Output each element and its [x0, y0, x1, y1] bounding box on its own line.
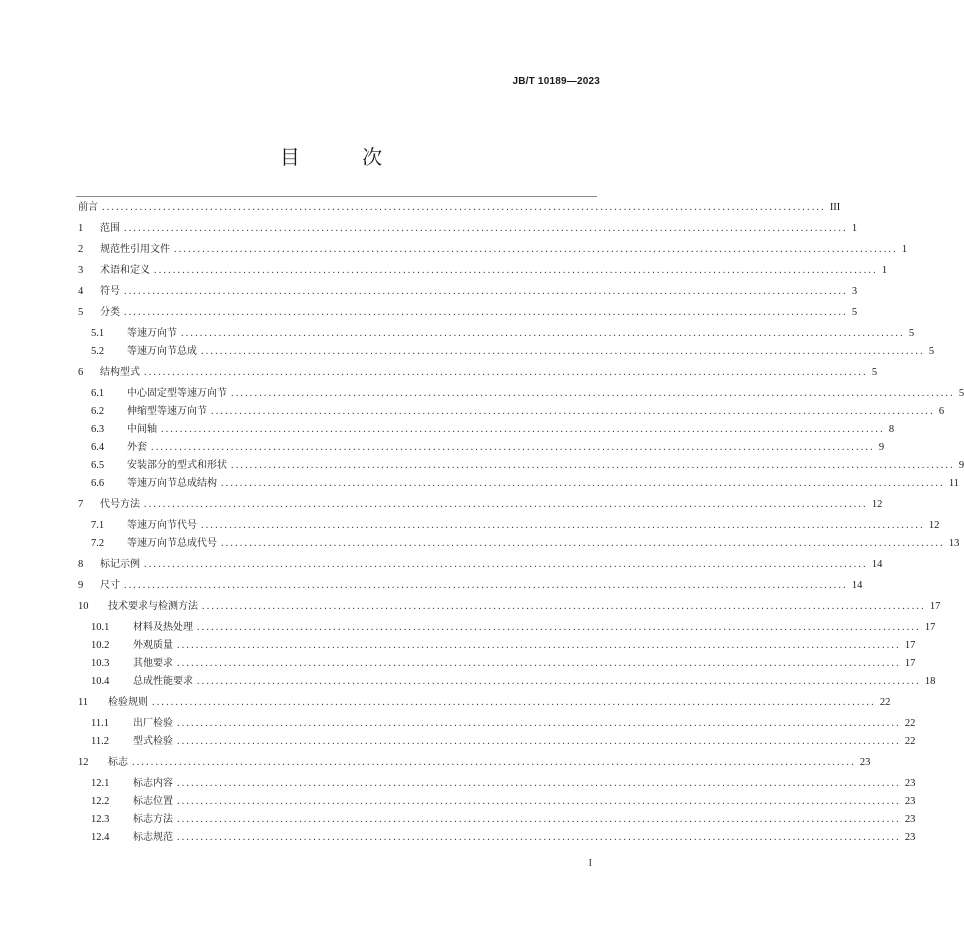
toc-leader-dots: .......................................................................................................................................................... [201, 346, 925, 357]
toc-entry-title: 伸缩型等速万向节 [127, 406, 207, 417]
toc-subentry[interactable] [78, 535, 960, 553]
toc-subentry[interactable] [78, 775, 916, 793]
toc-subentry[interactable] [78, 421, 895, 439]
toc-entry-number: 10.2 [91, 640, 110, 651]
toc-entry-number: 5.1 [91, 328, 105, 339]
toc-entry-page: 17 [904, 640, 916, 651]
toc-entry-page: 18 [924, 676, 936, 687]
toc-entry-page: 11 [948, 478, 959, 489]
toc-entry-page: 13 [948, 538, 960, 549]
toc-leader-dots: .......................................................................................................................................................... [177, 736, 901, 747]
toc-leader-dots: .......................................................................................................................................................... [124, 307, 848, 318]
toc-entry-page: 1 [881, 265, 888, 276]
toc-entry-title: 代号方法 [100, 499, 140, 510]
toc-leader-dots: .......................................................................................................................................................... [144, 499, 868, 510]
toc-entry-page: 17 [924, 622, 936, 633]
page-number: I [588, 858, 592, 869]
toc-entry-page: III [829, 202, 841, 213]
toc-entry-number: 6.3 [91, 424, 105, 435]
toc-subentry[interactable] [78, 475, 959, 493]
toc-leader-dots: .......................................................................................................................................................... [177, 640, 901, 651]
toc-entry-number: 8 [78, 559, 84, 570]
toc-entry[interactable] [78, 283, 858, 301]
toc-leader-dots: .......................................................................................................................................................... [177, 658, 901, 669]
toc-entry-number: 6.4 [91, 442, 105, 453]
toc-entry-page: 23 [904, 832, 916, 843]
toc-entry-number: 6.1 [91, 388, 105, 399]
toc-leader-dots: .......................................................................................................................................................... [231, 388, 955, 399]
toc-entry-title: 标记示例 [100, 559, 140, 570]
toc-entry-page: 23 [904, 814, 916, 825]
toc-entry-number: 6.5 [91, 460, 105, 471]
toc-entry-title: 材料及热处理 [133, 622, 193, 633]
toc-entry-number: 11.1 [91, 718, 109, 729]
toc-entry-page: 23 [904, 796, 916, 807]
toc-leader-dots: .......................................................................................................................................................... [181, 328, 905, 339]
toc-entry[interactable] [78, 304, 858, 322]
toc-subentry[interactable] [78, 385, 964, 403]
toc-entry-title: 分类 [100, 307, 120, 318]
standard-code: JB/T 10189—2023 [512, 76, 600, 87]
toc-entry-title: 检验规则 [108, 697, 148, 708]
toc-entry-number: 11.2 [91, 736, 109, 747]
toc-entry-page: 8 [888, 424, 895, 435]
toc-entry[interactable] [78, 598, 941, 616]
toc-entry-number: 7.2 [91, 538, 105, 549]
toc-entry-page: 17 [929, 601, 941, 612]
toc-subentry[interactable] [78, 619, 936, 637]
toc-entry-number: 5 [78, 307, 84, 318]
toc-leader-dots: .......................................................................................................................................................... [177, 778, 901, 789]
toc-entry-title: 结构型式 [100, 367, 140, 378]
toc-leader-dots: .......................................................................................................................................................... [211, 406, 935, 417]
toc-entry-number: 5.2 [91, 346, 105, 357]
toc-entry-page: 12 [871, 499, 883, 510]
toc-entry-title: 符号 [100, 286, 120, 297]
toc-subentry[interactable] [78, 733, 916, 751]
toc-leader-dots: .......................................................................................................................................................... [197, 676, 921, 687]
toc-leader-dots: .......................................................................................................................................................... [202, 601, 926, 612]
toc-entry-title: 标志规范 [133, 832, 173, 843]
toc-entry[interactable] [78, 496, 883, 514]
toc-leader-dots: .......................................................................................................................................................... [124, 286, 848, 297]
toc-entry-page: 3 [851, 286, 858, 297]
toc-entry-page: 1 [851, 223, 858, 234]
toc-entry-title: 规范性引用文件 [100, 244, 170, 255]
toc-entry[interactable] [78, 694, 891, 712]
toc-subentry[interactable] [78, 457, 964, 475]
toc-subentry[interactable] [78, 637, 916, 655]
toc-entry[interactable] [78, 577, 863, 595]
toc-entry-page: 5 [851, 307, 858, 318]
toc-leader-dots: .......................................................................................................................................................... [151, 442, 875, 453]
toc-leader-dots: .......................................................................................................................................................... [231, 460, 955, 471]
toc-top-rule [76, 196, 597, 197]
toc-leader-dots: .......................................................................................................................................................... [177, 814, 901, 825]
toc-entry-page: 14 [851, 580, 863, 591]
toc-entry-title: 标志方法 [133, 814, 173, 825]
toc-entry-title: 型式检验 [133, 736, 173, 747]
toc-entry-page: 9 [878, 442, 885, 453]
toc-subentry[interactable] [78, 517, 940, 535]
toc-leader-dots: .......................................................................................................................................................... [154, 265, 878, 276]
toc-entry-title: 安装部分的型式和形状 [127, 460, 227, 471]
toc-entry-title: 前言 [78, 202, 98, 213]
toc-leader-dots: .......................................................................................................................................................... [161, 424, 885, 435]
toc-entry-page: 1 [901, 244, 908, 255]
toc-leader-dots: .......................................................................................................................................................... [201, 520, 925, 531]
toc-entry[interactable] [78, 364, 878, 382]
toc-entry-title: 标志位置 [133, 796, 173, 807]
toc-leader-dots: .......................................................................................................................................................... [221, 538, 945, 549]
toc-entry-number: 10.3 [91, 658, 110, 669]
toc-entry[interactable] [78, 556, 883, 574]
toc-entry-number: 1 [78, 223, 84, 234]
toc-entry-number: 12.2 [91, 796, 110, 807]
toc-entry-title: 等速万向节总成 [127, 346, 197, 357]
toc-entry[interactable] [78, 262, 888, 280]
toc-entry-title: 技术要求与检测方法 [108, 601, 198, 612]
toc-leader-dots: .......................................................................................................................................................... [124, 580, 848, 591]
toc-entry-number: 6.6 [91, 478, 105, 489]
toc-entry-title: 等速万向节总成代号 [127, 538, 217, 549]
toc-leader-dots: .......................................................................................................................................................... [174, 244, 898, 255]
toc-subentry[interactable] [78, 439, 885, 457]
toc-entry-number: 6 [78, 367, 84, 378]
toc-leader-dots: .......................................................................................................................................................... [144, 367, 868, 378]
toc-leader-dots: .......................................................................................................................................................... [177, 718, 901, 729]
toc-entry-title: 范围 [100, 223, 120, 234]
toc-entry-number: 7.1 [91, 520, 105, 531]
toc-entry-number: 10 [78, 601, 89, 612]
toc-leader-dots: .......................................................................................................................................................... [152, 697, 876, 708]
toc-subentry[interactable] [78, 715, 916, 733]
toc-subentry[interactable] [78, 403, 945, 421]
toc-entry[interactable] [78, 241, 908, 259]
toc-entry-page: 17 [904, 658, 916, 669]
toc-entry-number: 6.2 [91, 406, 105, 417]
toc-entry-title: 标志内容 [133, 778, 173, 789]
toc-entry-page: 23 [859, 757, 871, 768]
toc-entry-page: 12 [928, 520, 940, 531]
toc-entry-title: 中心固定型等速万向节 [127, 388, 227, 399]
toc-leader-dots: .......................................................................................................................................................... [102, 202, 826, 213]
toc-entry-number: 12.4 [91, 832, 110, 843]
toc-entry-title: 等速万向节总成结构 [127, 478, 217, 489]
toc-entry-page: 22 [904, 736, 916, 747]
toc-entry-title: 中间轴 [127, 424, 157, 435]
toc-entry-title: 出厂检验 [133, 718, 173, 729]
toc-entry-page: 5 [928, 346, 935, 357]
toc-entry-number: 7 [78, 499, 84, 510]
toc-entry-page: 9 [958, 460, 964, 471]
toc-entry[interactable] [78, 199, 841, 217]
toc-subentry[interactable] [78, 811, 916, 829]
toc-subentry[interactable] [78, 673, 936, 691]
page-title: 目 次 [279, 145, 411, 169]
toc-entry-page: 22 [879, 697, 891, 708]
toc-entry-title: 标志 [108, 757, 128, 768]
toc-subentry[interactable] [78, 655, 916, 673]
toc-leader-dots: .......................................................................................................................................................... [197, 622, 921, 633]
toc-entry-number: 9 [78, 580, 84, 591]
toc-leader-dots: .......................................................................................................................................................... [177, 832, 901, 843]
toc-subentry[interactable] [78, 793, 916, 811]
toc-entry-number: 11 [78, 697, 89, 708]
toc-entry-page: 14 [871, 559, 883, 570]
toc-entry-number: 4 [78, 286, 84, 297]
toc-subentry[interactable] [78, 829, 916, 847]
toc-subentry[interactable] [78, 343, 935, 361]
toc-entry-page: 22 [904, 718, 916, 729]
toc-leader-dots: .......................................................................................................................................................... [144, 559, 868, 570]
toc-entry[interactable] [78, 220, 858, 238]
toc-entry-number: 3 [78, 265, 84, 276]
toc-leader-dots: .......................................................................................................................................................... [132, 757, 856, 768]
toc-entry-number: 12.3 [91, 814, 110, 825]
toc-entry-title: 等速万向节 [127, 328, 177, 339]
toc-entry-title: 等速万向节代号 [127, 520, 197, 531]
toc-entry-number: 12.1 [91, 778, 110, 789]
toc-subentry[interactable] [78, 325, 915, 343]
toc-entry-title: 尺寸 [100, 580, 120, 591]
toc-entry-title: 外观质量 [133, 640, 173, 651]
table-of-contents [78, 199, 964, 847]
toc-entry-title: 外套 [127, 442, 147, 453]
toc-entry-title: 总成性能要求 [133, 676, 193, 687]
toc-entry[interactable] [78, 754, 871, 772]
toc-entry-title: 其他要求 [133, 658, 173, 669]
toc-entry-number: 12 [78, 757, 89, 768]
toc-entry-page: 5 [871, 367, 878, 378]
toc-entry-page: 6 [938, 406, 945, 417]
toc-entry-title: 术语和定义 [100, 265, 150, 276]
toc-entry-number: 10.1 [91, 622, 110, 633]
toc-leader-dots: .......................................................................................................................................................... [221, 478, 945, 489]
toc-leader-dots: .......................................................................................................................................................... [124, 223, 848, 234]
toc-entry-page: 5 [908, 328, 915, 339]
toc-entry-page: 5 [958, 388, 964, 399]
toc-entry-page: 23 [904, 778, 916, 789]
toc-leader-dots: .......................................................................................................................................................... [177, 796, 901, 807]
toc-entry-number: 2 [78, 244, 84, 255]
toc-entry-number: 10.4 [91, 676, 110, 687]
